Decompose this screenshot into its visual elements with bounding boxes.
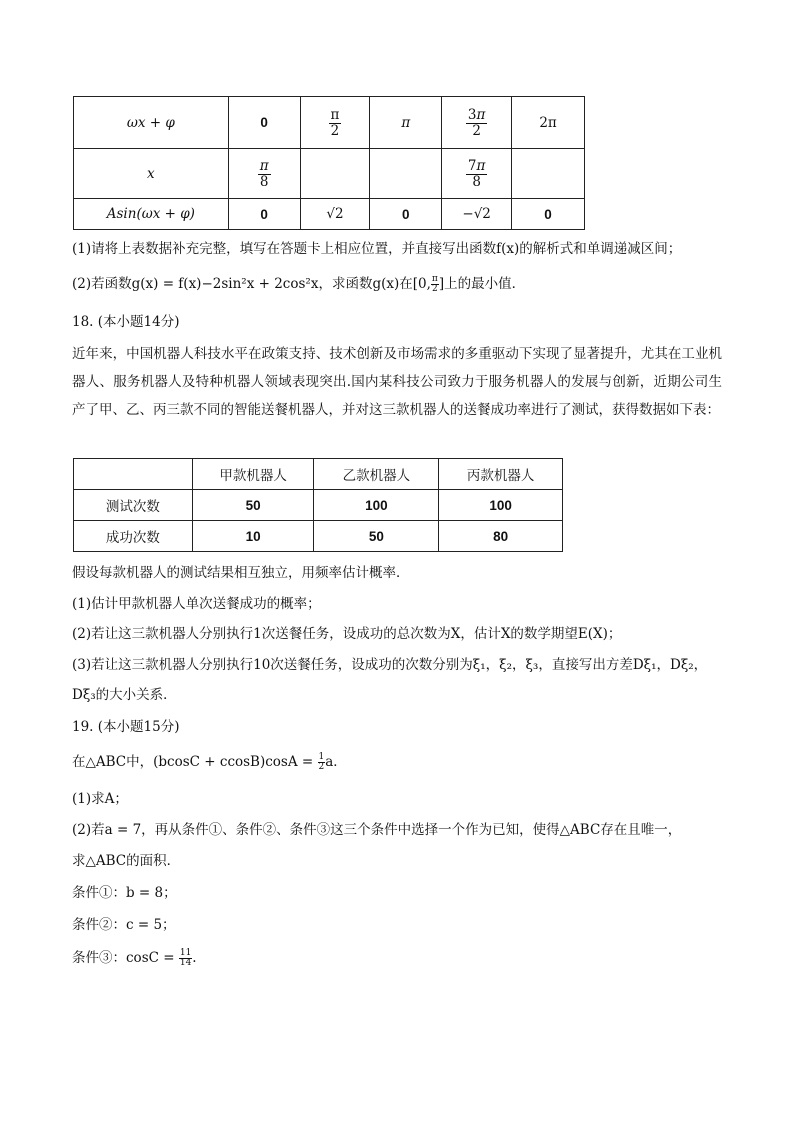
table-row: [74, 97, 585, 149]
fraction: $\frac{11}{14}$: [179, 947, 192, 968]
q19-condition-3-text: 条件③：cosC =: [72, 950, 179, 966]
q18-part3: (3)若让这三款机器人分别执行10次送餐任务，设成功的次数分别为ξ₁，ξ₂，ξ₃，直接写出方差Dξ₁，Dξ₂，: [72, 657, 708, 673]
q19-part1: (1)求A；: [72, 791, 128, 807]
q19-stem-text: 在△ABC中，(bcosC + ccosB)cosA =: [72, 754, 318, 770]
q18-assume: 假设每款机器人的测试结果相互独立，用频率估计概率．: [72, 565, 410, 581]
table-cell: −√2: [442, 199, 512, 230]
table-header-cell: 甲款机器人: [192, 459, 314, 490]
table-cell: 100: [439, 490, 563, 521]
table-cell: [74, 459, 193, 490]
table-row: [74, 521, 563, 552]
fraction: $\frac{7\pi}{8}$: [467, 158, 486, 190]
q19-part2: (2)若a = 7，再从条件①、条件②、条件③这三个条件中选择一个作为已知，使得△ABC存在且唯一，: [72, 822, 682, 838]
fraction: $\frac{\pi}{2}$: [330, 107, 340, 139]
fraction: $\frac{3\pi}{2}$: [467, 107, 486, 139]
q17-part1: (1)请将上表数据补充完整，填写在答题卡上相应位置，并直接写出函数f(x)的解析式和单调递减区间；: [72, 241, 682, 257]
q19-part2-cont: 求△ABC的面积．: [72, 853, 181, 869]
table-cell: 0: [512, 199, 585, 230]
q19-condition-1: 条件①：b = 8；: [72, 885, 177, 901]
fraction: $\frac{\pi}{8}$: [259, 158, 269, 190]
table-cell: 2π: [512, 97, 585, 149]
q17-part2-tail: ]上的最小值．: [438, 276, 526, 292]
q17-part2-text: (2)若函数g(x) = f(x)−2sin²x + 2cos²x，求函数g(x)在[0,: [72, 276, 431, 292]
q19-condition-3: [72, 946, 197, 968]
table-cell: 成功次数: [74, 521, 193, 552]
table-cell: 50: [314, 521, 439, 552]
table-cell: 100: [314, 490, 439, 521]
fraction: $\frac{1}{2}$: [318, 751, 325, 772]
table-cell: [228, 149, 300, 199]
table-header-row: [74, 459, 563, 490]
table-header-cell: 乙款机器人: [314, 459, 439, 490]
table-cell: 0: [228, 97, 300, 149]
q19-heading: 19. (本小题15分): [72, 719, 180, 735]
table-header-cell: 丙款机器人: [439, 459, 563, 490]
q17-part2: [72, 272, 525, 294]
robot-table: [73, 458, 563, 552]
table-cell: 50: [192, 490, 314, 521]
table-cell: [300, 97, 370, 149]
table-cell: π: [370, 97, 442, 149]
table-cell: 0: [228, 199, 300, 230]
table-cell: 0: [370, 199, 442, 230]
table-cell: 10: [192, 521, 314, 552]
table-cell: [370, 149, 442, 199]
fraction: $\frac{\pi}{2}$: [431, 273, 438, 294]
five-point-table: [73, 96, 585, 230]
q18-part3-cont: Dξ₃的大小关系．: [72, 687, 177, 703]
table-cell: [442, 97, 512, 149]
table-cell: [300, 149, 370, 199]
q18-part1: (1)估计甲款机器人单次送餐成功的概率；: [72, 596, 321, 612]
table-cell: [512, 149, 585, 199]
table-cell: Asin(ωx + φ): [74, 199, 229, 230]
table-cell: [442, 149, 512, 199]
q18-heading: 18. (本小题14分): [72, 314, 180, 330]
q18-part2: (2)若让这三款机器人分别执行1次送餐任务，设成功的总次数为X，估计X的数学期望E(X)；: [72, 626, 622, 642]
table-cell: x: [74, 149, 229, 199]
q18-intro: 近年来，中国机器人科技水平在政策支持、技术创新及市场需求的多重驱动下实现了显著提升，尤其在工业机器人、服务机器人及特种机器人领域表现突出.国内某科技公司致力于服务机器人的发展与创新，近期公司生产了甲、乙、丙三款不同的智能送餐机器人，并对这三款机器人的送餐成功率进行了测试，获得数据如下表：: [72, 346, 722, 418]
table-row: [74, 199, 585, 230]
table-cell: √2: [300, 199, 370, 230]
table-row: [74, 490, 563, 521]
table-row: [74, 149, 585, 199]
q19-condition-3-tail: .: [192, 950, 197, 966]
q19-stem: [72, 750, 347, 772]
table-cell: 测试次数: [74, 490, 193, 521]
q19-condition-2: 条件②：c = 5；: [72, 917, 176, 933]
q19-stem-tail: a．: [325, 754, 347, 770]
table-cell: ωx + φ: [74, 97, 229, 149]
table-cell: 80: [439, 521, 563, 552]
